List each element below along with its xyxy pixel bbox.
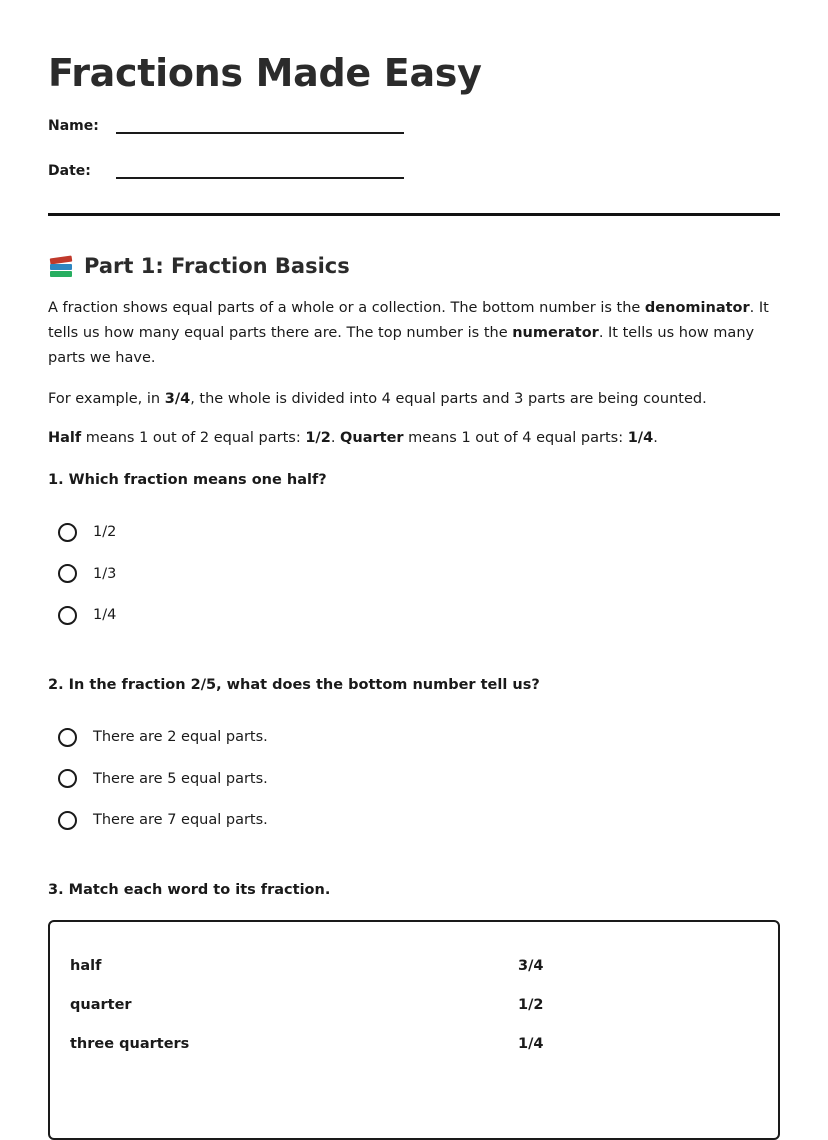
option-label: There are 2 equal parts. <box>93 729 268 745</box>
radio-button[interactable] <box>58 523 77 542</box>
question-3: 3. Match each word to its fraction. <box>48 882 331 898</box>
radio-button[interactable] <box>58 564 77 583</box>
option-label: There are 5 equal parts. <box>93 770 268 787</box>
name-field-row <box>48 112 780 134</box>
matching-box <box>48 920 780 1140</box>
intro-paragraph <box>48 296 780 371</box>
intro-text: . It tells us how many equal parts there are. The top number is the <box>48 300 769 341</box>
denominator-term: denominator <box>644 300 750 316</box>
name-label: Name: <box>48 118 99 134</box>
option-label: 1/2 <box>93 524 117 540</box>
example-text: , the whole is divided into 4 equal parts and 3 parts are being counted. <box>190 391 707 407</box>
question-2-options <box>48 726 780 831</box>
radio-button[interactable] <box>58 811 77 830</box>
example-fraction: 3/4 <box>164 391 191 407</box>
radio-button[interactable] <box>58 606 77 625</box>
answer-option[interactable] <box>58 809 780 831</box>
match-word[interactable]: quarter <box>70 997 132 1013</box>
definition-text: means 1 out of 2 equal parts: <box>81 430 306 446</box>
name-input-line[interactable] <box>116 118 404 134</box>
definition-text: . <box>653 430 658 446</box>
quarter-term: Quarter <box>340 430 404 446</box>
match-fraction[interactable]: 1/4 <box>518 1036 544 1052</box>
answer-option[interactable] <box>58 563 780 585</box>
answer-option[interactable] <box>58 604 780 626</box>
match-row <box>70 1036 758 1075</box>
date-label: Date: <box>48 163 91 179</box>
half-fraction: 1/2 <box>305 430 331 446</box>
match-word[interactable]: half <box>70 958 102 974</box>
radio-button[interactable] <box>58 769 77 788</box>
numerator-term: numerator <box>512 325 599 341</box>
match-word[interactable]: three quarters <box>70 1036 190 1052</box>
option-label: 1/3 <box>93 565 117 582</box>
match-row <box>70 997 758 1036</box>
question-1-options <box>48 521 780 626</box>
section-heading <box>48 252 780 280</box>
intro-text: . It tells us how many parts we have. <box>48 325 755 366</box>
question-1: 1. Which fraction means one half? <box>48 472 327 488</box>
header-divider <box>48 213 780 216</box>
match-fraction[interactable]: 1/2 <box>518 997 544 1013</box>
match-row <box>70 958 758 997</box>
match-fraction[interactable]: 3/4 <box>518 958 544 974</box>
half-quarter-paragraph <box>48 426 780 451</box>
answer-option[interactable] <box>58 521 780 543</box>
page-title: Fractions Made Easy <box>48 51 482 95</box>
option-label: There are 7 equal parts. <box>93 812 268 828</box>
definition-text: means 1 out of 4 equal parts: <box>403 430 628 446</box>
books-icon <box>48 254 74 278</box>
intro-text: A fraction shows equal parts of a whole or a collection. The bottom number is the <box>48 300 645 316</box>
date-field-row <box>48 157 780 179</box>
example-paragraph <box>48 387 780 412</box>
date-input-line[interactable] <box>116 163 404 179</box>
option-label: 1/4 <box>93 607 117 623</box>
quarter-fraction: 1/4 <box>627 430 654 446</box>
question-2: 2. In the fraction 2/5, what does the bottom number tell us? <box>48 677 540 693</box>
section-heading-text: Part 1: Fraction Basics <box>84 254 350 278</box>
half-term: Half <box>48 430 82 446</box>
answer-option[interactable] <box>58 726 780 748</box>
example-text: For example, in <box>48 391 165 407</box>
definition-text: . <box>330 430 341 446</box>
radio-button[interactable] <box>58 728 77 747</box>
answer-option[interactable] <box>58 768 780 790</box>
